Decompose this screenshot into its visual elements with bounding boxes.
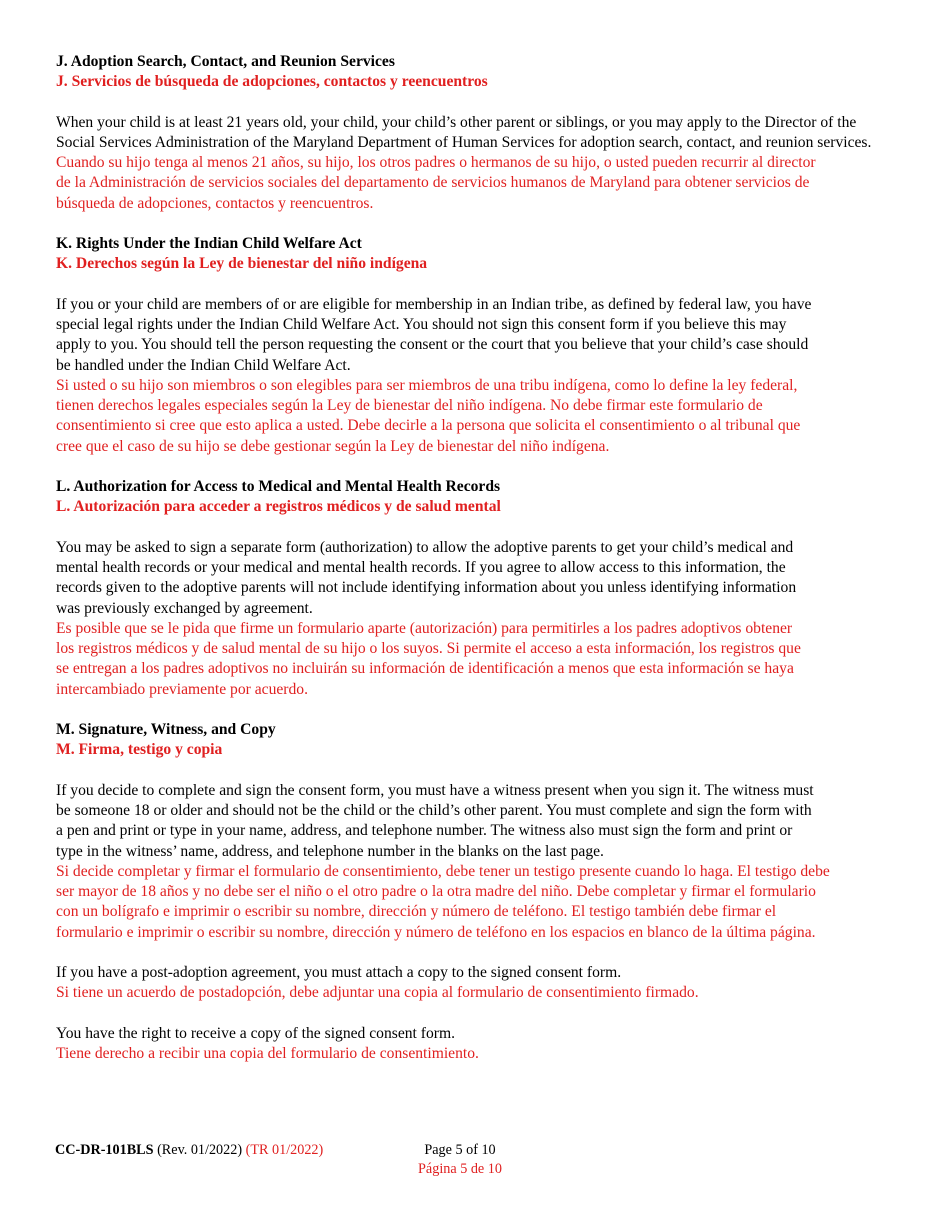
spacer <box>56 518 898 538</box>
section-heading-en: K. Rights Under the Indian Child Welfare Act <box>56 235 362 253</box>
paragraph-line-en: records given to the adoptive parents will not include identifying information about you unless identifying information <box>56 579 797 597</box>
section <box>56 234 898 457</box>
spacer <box>56 1004 898 1024</box>
form-id: CC-DR-101BLS <box>55 1142 154 1158</box>
page-number-es: Página 5 de 10 <box>418 1161 502 1177</box>
section <box>56 477 898 700</box>
spacer <box>56 943 898 963</box>
section-heading-en: J. Adoption Search, Contact, and Reunion Services <box>56 53 395 70</box>
paragraph-line-es: búsqueda de adopciones, contactos y reencuentros. <box>56 194 374 212</box>
paragraph-line-es: tienen derechos legales especiales según la Ley de bienestar del niño indígena. No debe firmar este formulario de <box>56 397 763 415</box>
paragraph-line-es: formulario e imprimir o escribir su nombre, dirección y número de teléfono en los espacios en blanco de la última página. <box>56 923 816 941</box>
spacer <box>56 700 898 720</box>
page-number <box>410 1141 510 1179</box>
paragraph-line-en: If you have a post-adoption agreement, you must attach a copy to the signed consent form. <box>56 963 622 981</box>
paragraph-line-en: When your child is at least 21 years old, your child, your child’s other parent or siblings, or you may apply to the Director of the <box>56 113 857 131</box>
section-heading-en: L. Authorization for Access to Medical and Mental Health Records <box>56 478 501 496</box>
paragraph-line-en: You may be asked to sign a separate form (authorization) to allow the adoptive parents to get your child’s medical and <box>56 538 794 556</box>
paragraph-line-es: de la Administración de servicios sociales del departamento de servicios humanos de Maryland para obtener servicios de <box>56 174 810 192</box>
spacer <box>56 93 898 113</box>
paragraph-line-es: consentimiento si cree que esto aplica a usted. Debe decirle a la persona que solicita el consentimiento o al tribunal que <box>56 417 801 435</box>
spacer <box>56 457 898 477</box>
paragraph-line-en: be someone 18 or older and should not be the child or the child’s other parent. You must complete and sign the form with <box>56 801 812 819</box>
section-heading-en: M. Signature, Witness, and Copy <box>56 721 276 739</box>
paragraph-line-en: type in the witness’ name, address, and telephone number in the blanks on the last page. <box>56 842 604 860</box>
paragraph-line-es: Si tiene un acuerdo de postadopción, debe adjuntar una copia al formulario de consentimiento firmado. <box>56 984 699 1002</box>
paragraph-line-en: special legal rights under the Indian Child Welfare Act. You should not sign this consent form if you believe this may <box>56 315 787 333</box>
paragraph-line-es: Es posible que se le pida que firme un formulario aparte (autorización) para permitirles a los padres adoptivos obtener <box>56 619 793 637</box>
document-page <box>56 52 898 1064</box>
paragraph-line-en: If you decide to complete and sign the consent form, you must have a witness present when you sign it. The witness must <box>56 781 814 799</box>
section-heading-es: L. Autorización para acceder a registros médicos y de salud mental <box>56 498 501 516</box>
paragraph-line-es: se entregan a los padres adoptivos no incluirán su información de identificación a menos que esta información se haya <box>56 660 794 678</box>
section <box>56 52 898 214</box>
paragraph-line-es: Tiene derecho a recibir una copia del formulario de consentimiento. <box>56 1044 479 1062</box>
paragraph-line-es: Si usted o su hijo son miembros o son elegibles para ser miembros de una tribu indígena, como lo define la ley federal, <box>56 376 798 394</box>
section-heading-es: K. Derechos según la Ley de bienestar del niño indígena <box>56 255 428 273</box>
paragraph-line-es: ser mayor de 18 años y no debe ser el niño o el otro padre o la otra madre del niño. Debe completar y firmar el formulario <box>56 883 816 901</box>
paragraph-line-es: con un bolígrafo e imprimir o escribir su nombre, dirección y número de teléfono. El testigo también debe firmar el <box>56 903 777 921</box>
paragraph-line-es: los registros médicos y de salud mental de su hijo o los suyos. Si permite el acceso a esta información, los registros que <box>56 640 801 658</box>
paragraph-line-en: If you or your child are members of or are eligible for membership in an Indian tribe, as defined by federal law, you have <box>56 295 812 313</box>
form-revision: (Rev. 01/2022) <box>157 1142 243 1158</box>
paragraph-line-es: cree que el caso de su hijo se debe gestionar según la Ley de bienestar del niño indígena. <box>56 437 610 455</box>
paragraph-line-en: Social Services Administration of the Maryland Department of Human Services for adoption search, contact, and reunion services. <box>56 133 872 151</box>
spacer <box>56 275 898 295</box>
section-heading-es: J. Servicios de búsqueda de adopciones, contactos y reencuentros <box>56 73 488 91</box>
paragraph-line-en: be handled under the Indian Child Welfare Act. <box>56 356 351 374</box>
section <box>56 720 898 1064</box>
spacer <box>56 761 898 781</box>
translation-revision: (TR 01/2022) <box>245 1142 324 1158</box>
paragraph-line-es: Si decide completar y firmar el formulario de consentimiento, debe tener un testigo presente cuando lo haga. El testigo debe <box>56 862 830 880</box>
form-identifier <box>55 1141 323 1160</box>
paragraph-line-es: Cuando su hijo tenga al menos 21 años, su hijo, los otros padres o hermanos de su hijo, o usted pueden recurrir al director <box>56 154 816 172</box>
paragraph-line-en: You have the right to receive a copy of the signed consent form. <box>56 1024 455 1042</box>
page-number-en: Page 5 of 10 <box>424 1142 496 1158</box>
spacer <box>56 214 898 234</box>
paragraph-line-en: was previously exchanged by agreement. <box>56 599 313 617</box>
section-heading-es: M. Firma, testigo y copia <box>56 741 223 759</box>
paragraph-line-es: intercambiado previamente por acuerdo. <box>56 680 308 698</box>
paragraph-line-en: mental health records or your medical and mental health records. If you agree to allow access to this information, the <box>56 558 786 576</box>
paragraph-line-en: a pen and print or type in your name, address, and telephone number. The witness also must sign the form and print or <box>56 822 793 840</box>
paragraph-line-en: apply to you. You should tell the person requesting the consent or the court that you believe that your child’s case should <box>56 336 809 354</box>
